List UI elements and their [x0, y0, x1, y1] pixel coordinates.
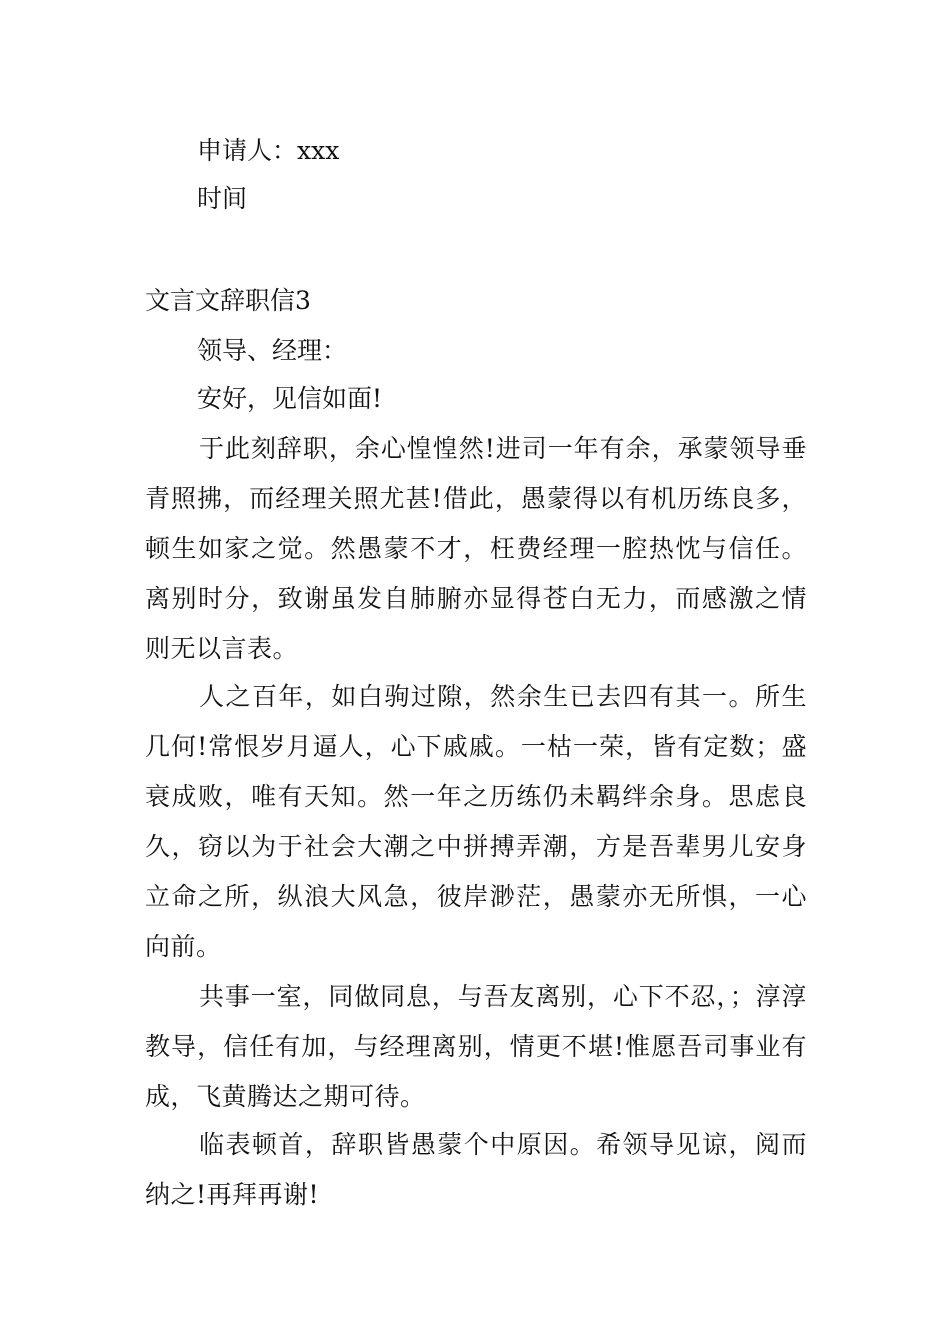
salutation: 领导、经理：	[197, 336, 348, 365]
letter-heading: 文言文辞职信3	[145, 286, 311, 315]
body-paragraph-2: 人之百年，如白驹过隙，然余生已去四有其一。所生几何!常恨岁月逼人，心下戚戚。一枯一荣，皆有定数；盛衰成败，唯有天知。然一年之历练仍未羁绊余身。思虑良久，窃以为于社会大潮之中拼搏弄潮，方是吾辈男儿安身立命之所，纵浪大风急，彼岸渺茫，愚蒙亦无所惧，一心向前。	[145, 682, 807, 961]
body-paragraph-1: 于此刻辞职，余心惶惶然!进司一年有余，承蒙领导垂青照拂，而经理关照尤甚!借此，愚蒙得以有机历练良多，顿生如家之觉。然愚蒙不才，枉费经理一腔热忱与信任。离别时分，致谢虽发自肺腑亦显得苍白无力，而感激之情则无以言表。	[145, 434, 807, 663]
greeting: 安好，见信如面!	[197, 384, 383, 413]
body-paragraph-3: 共事一室，同做同息，与吾友离别，心下不忍，；淳淳教导，信任有加，与经理离别，情更不堪!惟愿吾司事业有成，飞黄腾达之期可待。	[145, 982, 807, 1111]
applicant-line: 申请人：xxx	[197, 136, 340, 165]
body-paragraph-4: 临表顿首，辞职皆愚蒙个中原因。希领导见谅，阅而纳之!再拜再谢!	[145, 1130, 807, 1209]
time-line: 时间	[197, 184, 248, 213]
